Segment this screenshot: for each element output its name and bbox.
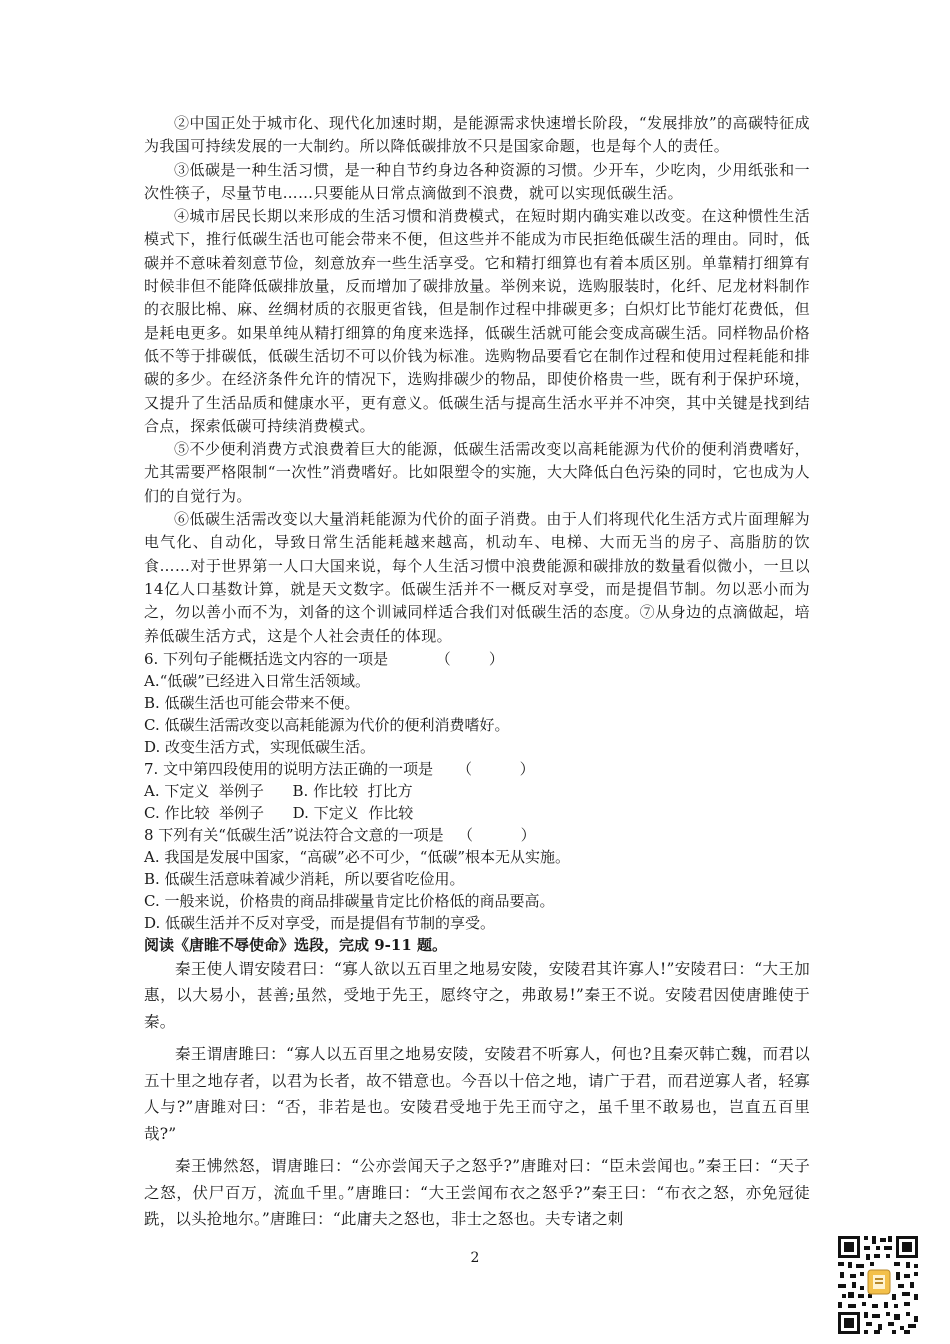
question-7 bbox=[144, 758, 810, 824]
passage-paragraph-4: ④城市居民长期以来形成的生活习惯和消费模式，在短时期内确实难以改变。在这种惯性生活模式下，推行低碳生活也可能会带来不便，但这些并不能成为市民拒绝低碳生活的理由。同时，低碳并不意味着刻意节俭，刻意放弃一些生活享受。它和精打细算也有着本质区别。单靠精打细算有时候非但不能降低碳排放量，反而增加了碳排放量。举例来说，选购服装时，化纤、尼龙材料制作的衣服比棉、麻、丝绸材质的衣服更省钱，但是制作过程中排碳更多；白炽灯比节能灯花费低，但是耗电更多。如果单纯从精打细算的角度来选择，低碳生活就可能会变成高碳生活。同样物品价格低不等于排碳低，低碳生活切不可以价钱为标准。选购物品要看它在制作过程和使用过程耗能和排碳的多少。在经济条件允许的情况下，选购排碳少的物品，即使价格贵一些，既有利于保护环境，又提升了生活品质和健康水平，更有意义。低碳生活与提高生活水平并不冲突，其中关键是找到结合点，探索低碳可持续消费模式。 bbox=[144, 207, 810, 435]
option-b: B. 作比较 打比方 bbox=[292, 781, 413, 800]
qr-code-icon bbox=[836, 1232, 920, 1336]
option-a: A.“低碳”已经进入日常生活领域。 bbox=[144, 671, 370, 690]
option-c: C. 作比较 举例子 bbox=[144, 803, 265, 822]
section-title: 阅读《唐睢不辱使命》选段，完成 9-11 题。 bbox=[144, 935, 447, 954]
page-content bbox=[144, 112, 810, 1233]
question-6 bbox=[144, 648, 810, 758]
option-row-ab bbox=[144, 780, 810, 802]
option-c: C. 一般来说，价格贵的商品排碳量肯定比价格低的商品要高。 bbox=[144, 891, 555, 910]
option-a: A. 下定义 举例子 bbox=[144, 781, 264, 800]
passage-paragraph-2: ②中国正处于城市化、现代化加速时期，是能源需求快速增长阶段，“发展排放”的高碳特征成为我国可持续发展的一大制约。所以降低碳排放不只是国家命题，也是每个人的责任。 bbox=[144, 114, 810, 156]
option-a: A. 我国是发展中国家，“高碳”必不可少，“低碳”根本无从实施。 bbox=[144, 847, 571, 866]
question-stem: 6. 下列句子能概括选文内容的一项是 （ ） bbox=[144, 649, 504, 668]
classical-section bbox=[144, 934, 810, 1233]
question-8 bbox=[144, 824, 810, 934]
option-b: B. 低碳生活也可能会带来不便。 bbox=[144, 693, 360, 712]
answer-bracket: （ ） bbox=[457, 825, 536, 844]
question-stem: 7. 文中第四段使用的说明方法正确的一项是 （ ） bbox=[144, 759, 535, 778]
option-d: D. 改变生活方式，实现低碳生活。 bbox=[144, 737, 376, 756]
option-d: D. 低碳生活并不反对享受，而是提倡有节制的享受。 bbox=[144, 913, 496, 932]
page-number: 2 bbox=[470, 1250, 480, 1266]
passage-paragraph-5: ⑤不少便利消费方式浪费着巨大的能源，低碳生活需改变以高耗能源为代价的便利消费嗜好，尤其需要严格限制“一次性”消费嗜好。比如限塑令的实施，大大降低白色污染的同时，它也成为人们的自觉行为。 bbox=[144, 440, 810, 505]
passage-paragraph-3: ③低碳是一种生活习惯，是一种自节约身边各种资源的习惯。少开车，少吃肉，少用纸张和一次性筷子，尽量节电……只要能从日常点滴做到不浪费，就可以实现低碳生活。 bbox=[144, 160, 810, 202]
passage-paragraph-6: ⑥低碳生活需改变以大量消耗能源为代价的面子消费。由于人们将现代化生活方式片面理解为电气化、自动化，导致日常生活能耗越来越高，机动车、电梯、大而无当的房子、高脂肪的饮食……对于世界第一人口大国来说，每个人生活习惯中浪费能源和碳排放的数量看似微小，一旦以14亿人口基数计算，就是天文数字。低碳生活并不一概反对享受，而是提倡节制。勿以恶小而为之，勿以善小而不为，刘备的这个训诫同样适合我们对低碳生活的态度。⑦从身边的点滴做起，培养低碳生活方式，这是个人社会责任的体现。 bbox=[144, 510, 810, 645]
classical-paragraph: 秦王使人谓安陵君曰：“寡人欲以五百里之地易安陵，安陵君其许寡人!”安陵君曰：“大王加惠，以大易小，甚善;虽然，受地于先王，愿终守之，弗敢易!”秦王不说。安陵君因使唐雎使于秦。 bbox=[144, 959, 810, 1031]
option-d: D. 下定义 作比较 bbox=[292, 803, 414, 822]
option-c: C. 低碳生活需改变以高耗能源为代价的便利消费嗜好。 bbox=[144, 715, 510, 734]
classical-paragraph: 秦王怫然怒，谓唐雎曰：“公亦尝闻天子之怒乎?”唐雎对曰：“臣未尝闻也。”秦王曰：“天子之怒，伏尸百万，流血千里。”唐雎曰：“大王尝闻布衣之怒乎?”秦王曰：“布衣之怒，亦免冠徒跣，以头抢地尔。”唐雎曰：“此庸夫之怒也，非士之怒也。夫专诸之刺 bbox=[144, 1157, 810, 1229]
answer-bracket: （ ） bbox=[456, 759, 535, 778]
option-b: B. 低碳生活意味着减少消耗，所以要省吃俭用。 bbox=[144, 869, 465, 888]
option-row-cd bbox=[144, 802, 810, 824]
reading-passage bbox=[144, 112, 810, 648]
classical-paragraph: 秦王谓唐雎曰：“寡人以五百里之地易安陵，安陵君不听寡人，何也?且秦灭韩亡魏，而君以五十里之地存者，以君为长者，故不错意也。今吾以十倍之地，请广于君，而君逆寡人者，轻寡人与?”唐雎对曰：“否，非若是也。安陵君受地于先王而守之，虽千里不敢易也，岂直五百里哉?” bbox=[144, 1045, 810, 1143]
answer-bracket: （ ） bbox=[435, 649, 504, 668]
question-stem: 8 下列有关“低碳生活”说法符合文意的一项是 （ ） bbox=[144, 825, 536, 844]
